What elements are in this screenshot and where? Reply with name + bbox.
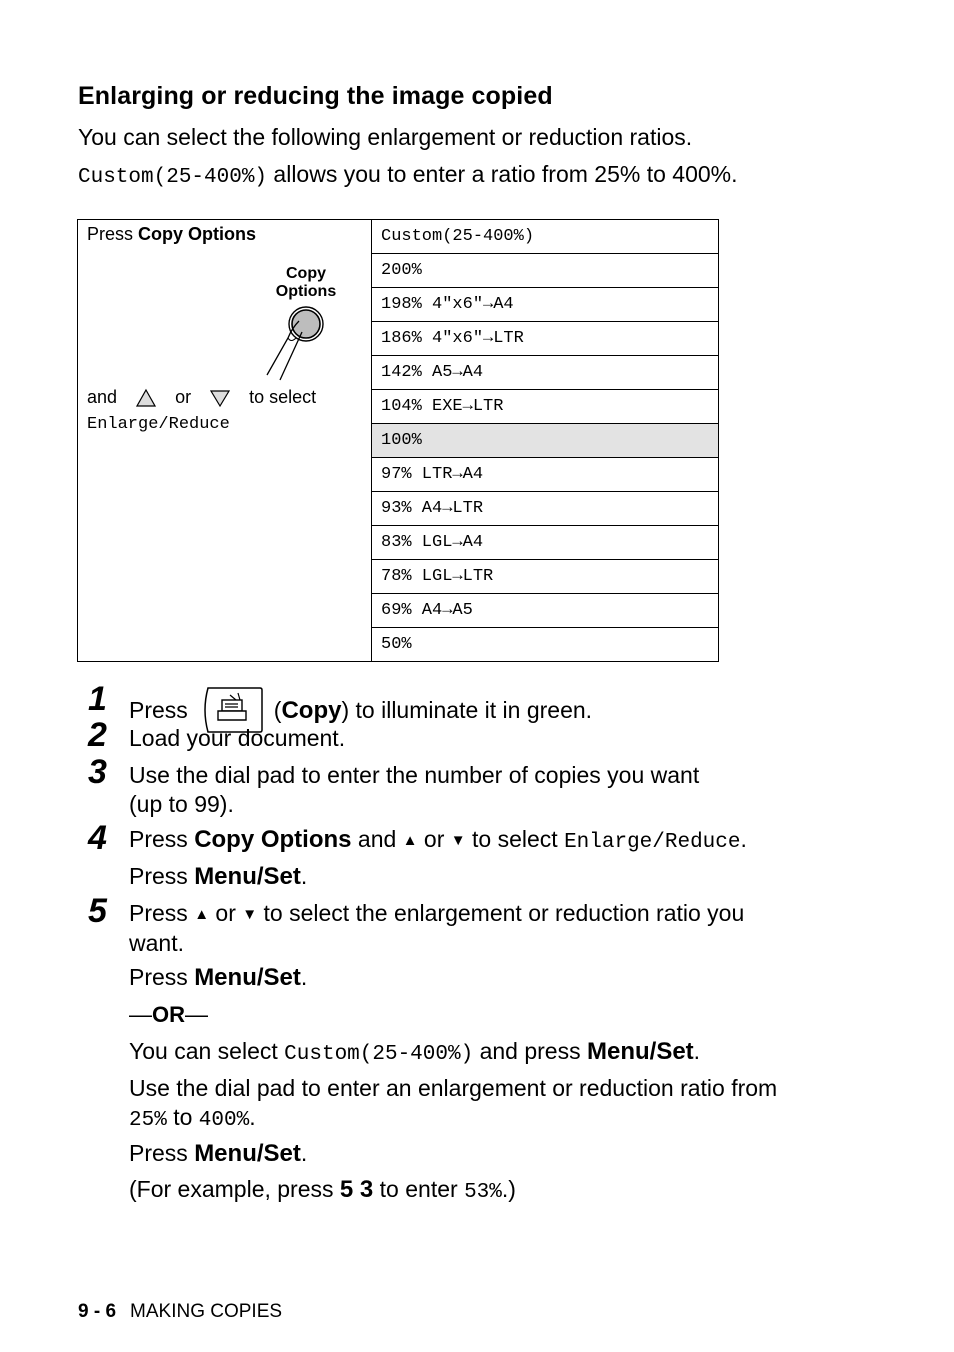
ratio-option: 69% A4→A5 bbox=[372, 594, 719, 628]
step-number-2: 2 bbox=[88, 716, 107, 754]
step-number-5: 5 bbox=[88, 892, 107, 930]
ratio-table bbox=[77, 219, 719, 662]
copy-options-button-icon bbox=[258, 298, 338, 388]
page-number: 9 - 6 bbox=[78, 1301, 117, 1322]
ratio-option: 93% A4→LTR bbox=[372, 492, 719, 526]
press-copy-options-text: Press Copy Options bbox=[87, 224, 257, 244]
ratio-option: 50% bbox=[372, 628, 719, 662]
ratio-option: 186% 4"x6"→LTR bbox=[372, 322, 719, 356]
step-5-line-1: Press ▲ or ▼ to select the enlargement or reduction ratio you bbox=[129, 900, 745, 926]
up-triangle-icon bbox=[136, 388, 156, 408]
instruction-cell bbox=[78, 220, 372, 662]
ratio-option: 83% LGL→A4 bbox=[372, 526, 719, 560]
or-separator: —OR— bbox=[129, 1001, 208, 1027]
and-up-or-down-text: and or to select bbox=[87, 387, 317, 407]
step-4-line-2: Press Menu/Set. bbox=[129, 863, 308, 890]
down-triangle-icon bbox=[210, 388, 230, 408]
copy-options-button-label: Copy Options bbox=[275, 265, 337, 300]
section-heading: Enlarging or reducing the image copied bbox=[78, 82, 553, 110]
section-name: MAKING COPIES bbox=[130, 1301, 283, 1322]
ratio-option: 104% EXE→LTR bbox=[372, 390, 719, 424]
up-arrow-icon: ▲ bbox=[402, 832, 418, 849]
intro-line-2: Custom(25-400%) allows you to enter a ratio from 25% to 400%. bbox=[78, 161, 738, 189]
step-2-text: Load your document. bbox=[129, 725, 346, 751]
step-5-press-menu-set-2: Press Menu/Set. bbox=[129, 1140, 308, 1167]
down-arrow-icon: ▼ bbox=[242, 906, 258, 923]
step-5-press-menu-set: Press Menu/Set. bbox=[129, 964, 308, 991]
ratio-option: Custom(25-400%) bbox=[372, 220, 719, 254]
custom-ratio-code: Custom(25-400%) bbox=[78, 166, 268, 189]
step-3-line-1: Use the dial pad to enter the number of copies you want bbox=[129, 762, 700, 788]
step-number-4: 4 bbox=[88, 819, 107, 857]
step-5-line-2: want. bbox=[129, 930, 184, 956]
ratio-option: 100% bbox=[372, 424, 719, 458]
step-5-dial-line-1: Use the dial pad to enter an enlargement or reduction ratio from bbox=[129, 1075, 778, 1101]
page-footer bbox=[78, 1301, 282, 1323]
up-arrow-icon: ▲ bbox=[194, 906, 210, 923]
intro-line-1: You can select the following enlargement or reduction ratios. bbox=[78, 124, 693, 150]
ratio-option: 198% 4"x6"→A4 bbox=[372, 288, 719, 322]
enlarge-reduce-mode: Enlarge/Reduce bbox=[87, 415, 230, 434]
step-5-custom-line: You can select Custom(25-400%) and press Menu/Set. bbox=[129, 1038, 701, 1066]
step-1-text: Press (Copy) to illuminate it in green. bbox=[129, 688, 592, 736]
step-5-example: (For example, press 5 3 to enter 53%.) bbox=[129, 1176, 516, 1204]
step-number-1: 1 bbox=[88, 680, 107, 718]
step-4-line-1: Press Copy Options and ▲ or ▼ to select Enlarge/Reduce. bbox=[129, 826, 747, 854]
step-3-line-2: (up to 99). bbox=[129, 791, 234, 817]
down-arrow-icon: ▼ bbox=[450, 832, 466, 849]
step-5-dial-line-2: 25% to 400%. bbox=[129, 1104, 256, 1132]
step-number-3: 3 bbox=[88, 753, 107, 791]
ratio-option: 142% A5→A4 bbox=[372, 356, 719, 390]
ratio-option: 200% bbox=[372, 254, 719, 288]
ratio-option: 97% LTR→A4 bbox=[372, 458, 719, 492]
ratio-option: 78% LGL→LTR bbox=[372, 560, 719, 594]
